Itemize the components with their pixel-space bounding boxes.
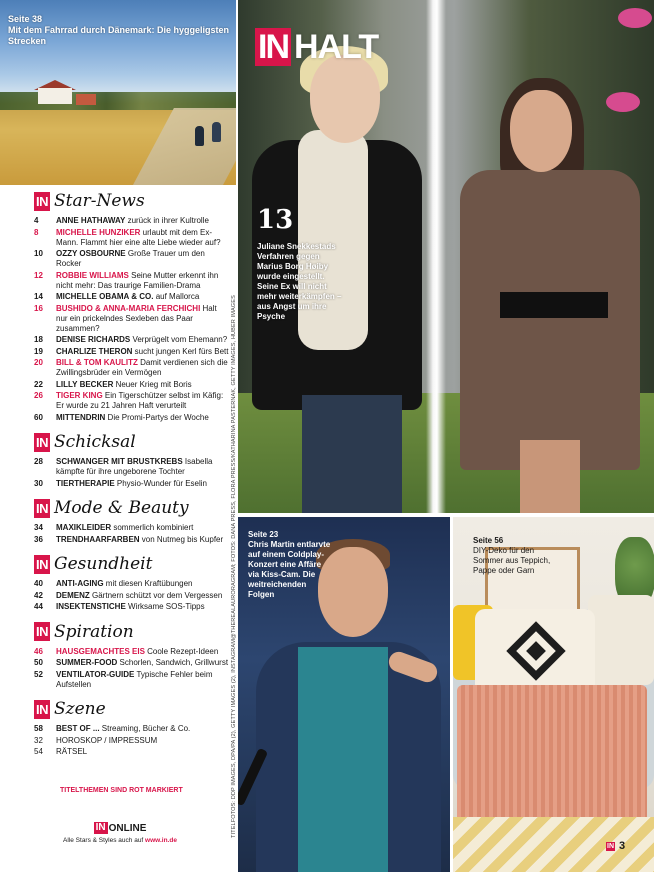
section-title: Spiration: [54, 621, 134, 642]
toc-entry-description: Verprügelt vom Ehemann?: [130, 335, 228, 344]
table-of-contents: [34, 190, 230, 766]
toc-entry-page: 10: [34, 249, 43, 258]
toc-entry-page: 28: [34, 457, 43, 466]
section-spacer: [34, 691, 230, 698]
dirt-path: [126, 108, 236, 185]
toc-entry-text: [56, 670, 230, 690]
page-title-badge: IN: [255, 28, 291, 66]
toc-entry-page: 12: [34, 270, 43, 280]
photo-credits: [224, 295, 238, 838]
couple-page-number: 13: [257, 205, 294, 235]
toc-entry-headline: MAXIKLEIDER: [56, 523, 112, 532]
toc-entry-description: Ein Tigerschützer selbst im Käfig: Er wurde zu 21 Jahren Haft verurteilt: [56, 391, 224, 410]
toc-entry-headline: MICHELLE HUNZIKER: [56, 227, 141, 237]
toc-entry-page: 30: [34, 478, 43, 488]
toc-entry-description: Coole Rezept-Ideen: [144, 646, 219, 656]
torn-paper-divider: [426, 0, 446, 513]
toc-section: [34, 553, 230, 621]
toc-entry[interactable]: [34, 523, 230, 533]
section-in-badge: IN: [36, 556, 48, 572]
online-text-lead: Alle Stars & Styles auch auf: [63, 837, 146, 844]
toc-entry[interactable]: [34, 579, 230, 589]
toc-entry-headline: BILL & TOM KAULITZ: [56, 358, 138, 367]
toc-entry-text: [56, 591, 230, 601]
woman-legs: [520, 440, 580, 513]
deko-photo-caption: [473, 536, 563, 576]
toc-entry[interactable]: [34, 304, 230, 334]
toc-entry-text: [56, 736, 230, 746]
toc-section: [34, 497, 230, 553]
toc-entry[interactable]: [34, 335, 230, 345]
toc-entry-text: [56, 271, 230, 291]
toc-entry-page: 54: [34, 747, 43, 756]
section-in-badge: IN: [36, 624, 48, 639]
toc-section-header: [34, 553, 230, 575]
toc-entry-text: [56, 413, 230, 423]
toc-entry[interactable]: [34, 602, 230, 612]
woman-blazer: [460, 170, 640, 470]
toc-entry-page: 26: [34, 391, 43, 400]
pink-flower: [606, 92, 640, 112]
toc-entry-page: 36: [34, 534, 43, 544]
toc-entry-text: [56, 304, 230, 334]
page-title-word: HALT: [294, 28, 379, 66]
section-title: Mode & Beauty: [54, 498, 189, 518]
section-title: Szene: [54, 699, 106, 719]
section-title: Gesundheit: [54, 554, 153, 574]
toc-entry-description: HOROSKOP / IMPRESSUM: [56, 735, 158, 745]
toc-entry[interactable]: [34, 670, 230, 690]
toc-entry-headline: SCHWANGER MIT BRUSTKREBS: [56, 457, 183, 466]
toc-entry-page: 58: [34, 724, 43, 733]
toc-entry-description: Typische Fehler beim Aufstellen: [56, 669, 213, 689]
toc-entry-text: [56, 347, 230, 357]
toc-entry[interactable]: [34, 292, 230, 302]
titelthemen-note: TITELTHEMEN SIND ROT MARKIERT: [60, 787, 183, 794]
toc-entry-headline: MITTENDRIN: [56, 412, 106, 422]
toc-entry-text: [56, 380, 230, 390]
toc-entry-headline: TIGER KING: [56, 391, 103, 400]
toc-entry[interactable]: [34, 658, 230, 668]
toc-entry[interactable]: [34, 736, 230, 746]
toc-entry[interactable]: [34, 271, 230, 291]
toc-entry-description: Wirksame SOS-Tipps: [125, 602, 205, 611]
toc-section-header: [34, 621, 230, 643]
barn: [76, 94, 96, 105]
online-promo: [60, 822, 180, 844]
page-number-badge: IN: [607, 842, 614, 850]
toc-entry-headline: TIERTHERAPIE: [56, 478, 115, 488]
toc-entry[interactable]: [34, 358, 230, 378]
toc-entry-page: 60: [34, 412, 43, 422]
toc-entry-page: 40: [34, 579, 43, 588]
toc-entry[interactable]: [34, 216, 230, 226]
toc-entry-description: Seine Mutter erkennt ihn nicht mehr: Das traurige Familien-Drama: [56, 270, 219, 290]
toc-entry-page: 52: [34, 669, 43, 679]
online-url-link[interactable]: www.in.de: [145, 837, 177, 844]
toc-entry-headline: HAUSGEMACHTES EIS: [56, 646, 145, 656]
photo-credits-text: TITELFOTOS: DDP IMAGES, DPA/PA (2), GETTY IMAGES (2), INSTAGRAM@THEREALAURORAGRAM; FOTOS: DANA PRESS, FLORA PRESS/KATHARINA PASTERNAK, GETTY IMAGES, HUBER IMAGES: [231, 295, 237, 838]
toc-entry-headline: ANNE HATHAWAY: [56, 216, 126, 225]
section-spacer: [34, 614, 230, 621]
toc-entry-description: von Nutmeg bis Kupfer: [139, 534, 224, 544]
page-number-value: 3: [619, 840, 626, 852]
toc-entry-text: [56, 249, 230, 269]
toc-entry[interactable]: [34, 457, 230, 477]
toc-entry[interactable]: [34, 724, 230, 734]
toc-entry-text: [56, 523, 230, 533]
toc-entry-text: [56, 579, 230, 589]
section-in-badge: IN: [36, 701, 48, 717]
toc-entry-page: 34: [34, 523, 43, 532]
cycling-caption-text: Mit dem Fahrrad durch Dänemark: Die hyggeligsten Strecken: [8, 25, 230, 46]
toc-entry-text: [56, 391, 230, 411]
toc-section: [34, 190, 230, 431]
toc-entry-description: Isabella kämpfte für ihre ungeborene Tochter: [56, 457, 213, 476]
toc-entry-page: 18: [34, 335, 43, 344]
deko-caption-text: DIY-Deko für den Sommer aus Teppich, Pappe oder Garn: [473, 546, 551, 575]
pink-throw-blanket: [457, 685, 647, 830]
toc-entry-description: Gärtnern schützt vor dem Vergessen: [89, 590, 223, 600]
toc-entry-text: [56, 292, 230, 302]
chris-caption-text: Chris Martin entlarvte auf einem Coldplay-Konzert eine Affäre via Kiss-Cam. Die weitreichenden Folgen: [248, 540, 331, 599]
toc-entry-text: [56, 335, 230, 345]
section-title: Schicksal: [54, 432, 136, 452]
toc-entry[interactable]: [34, 391, 230, 411]
toc-entry-description: sucht jungen Kerl fürs Bett: [132, 346, 229, 356]
toc-entry-page: 14: [34, 292, 43, 301]
section-in-badge: IN: [36, 434, 48, 450]
toc-entry-text: [56, 647, 230, 657]
toc-entry-description: Große Trauer um den Rocker: [56, 249, 205, 268]
toc-entry-description: urlaubt mit dem Ex-Mann. Flammt hier eine alte Liebe wieder auf?: [56, 227, 221, 247]
toc-entry-description: Halt nur ein prickelndes Sexleben das Paar zusammen?: [56, 303, 217, 333]
toc-entry[interactable]: [34, 249, 230, 269]
man-face: [310, 55, 380, 143]
toc-entry-text: [56, 228, 230, 248]
toc-entry-description: RÄTSEL: [56, 747, 88, 756]
section-title: Star-News: [54, 191, 145, 211]
section-spacer: [34, 759, 230, 766]
cyclist: [195, 126, 204, 146]
toc-entry-headline: INSEKTENSTICHE: [56, 602, 126, 611]
toc-entry-headline: BUSHIDO & ANNA-MARIA FERCHICHI: [56, 303, 201, 313]
toc-entry-headline: ANTI-AGING: [56, 579, 104, 588]
toc-entry-headline: OZZY OSBOURNE: [56, 249, 126, 258]
page-title: [255, 28, 378, 66]
page-number: [606, 840, 625, 852]
toc-entry[interactable]: [34, 647, 230, 657]
online-text: [60, 837, 180, 844]
toc-entry-description: Damit verdienen sich die Zwillingsbrüder ein Vermögen: [56, 358, 228, 377]
section-in-badge: IN: [36, 500, 48, 516]
toc-entry-description: Die Promi-Partys der Woche: [105, 412, 209, 422]
toc-entry[interactable]: [34, 413, 230, 423]
toc-entry[interactable]: [34, 228, 230, 248]
man-jeans: [302, 395, 402, 513]
cycling-photo-caption: [8, 14, 236, 47]
toc-entry-headline: CHARLIZE THERON: [56, 346, 133, 356]
toc-entry-text: [56, 358, 230, 378]
toc-section: [34, 621, 230, 699]
toc-entry-description: zurück in ihrer Kultrolle: [125, 216, 209, 225]
toc-section-header: [34, 698, 230, 720]
toc-entry-headline: LILLY BECKER: [56, 379, 114, 389]
toc-entry-description: auf Mallorca: [153, 292, 200, 301]
toc-entry-page: 46: [34, 646, 43, 656]
toc-entry-headline: TRENDHAARFARBEN: [56, 534, 140, 544]
toc-entry-page: 44: [34, 602, 43, 611]
toc-entry[interactable]: [34, 380, 230, 390]
section-spacer: [34, 490, 230, 497]
section-spacer: [34, 546, 230, 553]
toc-entry-text: [56, 457, 230, 477]
toc-section-header: [34, 497, 230, 519]
cycling-page-ref: Seite 38: [8, 14, 43, 24]
toc-entry-description: mit diesen Kraftübungen: [103, 579, 193, 588]
toc-entry-description: sommerlich kombiniert: [111, 523, 194, 532]
toc-entry-text: [56, 479, 230, 489]
toc-section: [34, 698, 230, 766]
toc-entry-page: 4: [34, 216, 39, 225]
toc-entry-text: [56, 747, 230, 757]
toc-entry-headline: ROBBIE WILLIAMS: [56, 270, 129, 280]
cycling-photo: [0, 0, 236, 185]
toc-entry[interactable]: [34, 479, 230, 489]
teal-shirt: [298, 647, 388, 872]
toc-entry-description: Streaming, Bücher & Co.: [99, 724, 191, 733]
chris-photo-caption: [248, 530, 332, 600]
toc-entry-headline: MICHELLE OBAMA & CO.: [56, 292, 154, 301]
pink-flower: [618, 8, 652, 28]
farmhouse: [38, 88, 72, 104]
section-in-badge: IN: [36, 193, 48, 209]
toc-entry-page: 19: [34, 346, 43, 356]
chris-page-ref: Seite 23: [248, 530, 279, 539]
toc-entry-description: Schorlen, Sandwich, Grillwurst: [117, 658, 229, 667]
woman-face: [510, 90, 572, 172]
toc-entry-text: [56, 724, 230, 734]
toc-entry-headline: DEMENZ: [56, 590, 90, 600]
toc-entry[interactable]: [34, 591, 230, 601]
toc-entry-headline: SUMMER-FOOD: [56, 658, 118, 667]
woman-belt: [500, 292, 608, 318]
cyclist: [212, 122, 221, 142]
toc-entry-description: Physio-Wunder für Eselin: [114, 478, 208, 488]
toc-entry-page: 32: [34, 735, 43, 745]
online-logo-badge: IN: [95, 822, 106, 833]
toc-entry-text: [56, 535, 230, 545]
toc-entry-page: 8: [34, 227, 39, 237]
toc-entry[interactable]: [34, 535, 230, 545]
toc-section: [34, 431, 230, 497]
couple-photo-caption: [257, 206, 347, 322]
toc-entry-text: [56, 216, 230, 226]
online-logo-word: ONLINE: [108, 822, 147, 834]
section-spacer: [34, 424, 230, 431]
toc-entry-page: 20: [34, 358, 43, 367]
toc-entry-page: 50: [34, 658, 43, 667]
toc-entry-page: 16: [34, 303, 43, 313]
toc-entry-headline: VENTILATOR-GUIDE: [56, 669, 135, 679]
toc-entry-page: 22: [34, 379, 43, 389]
toc-section-header: [34, 190, 230, 212]
deko-page-ref: Seite 56: [473, 536, 504, 545]
toc-section-header: [34, 431, 230, 453]
llama-pillow: [588, 595, 654, 685]
toc-entry[interactable]: [34, 747, 230, 757]
toc-entry-description: Neuer Krieg mit Boris: [113, 379, 192, 389]
toc-entry-headline: BEST OF ...: [56, 724, 100, 733]
couple-caption-text: Juliane Snekkestads Verfahren gegen Marius Borg Høiby wurde eingestellt. Seine Ex will nicht mehr weiterkämpfen – aus Angst um ihre Psyche: [257, 242, 342, 321]
toc-entry-text: [56, 658, 230, 668]
toc-entry[interactable]: [34, 347, 230, 357]
toc-entry-headline: DENISE RICHARDS: [56, 335, 131, 344]
toc-entry-text: [56, 602, 230, 612]
toc-entry-page: 42: [34, 590, 43, 600]
